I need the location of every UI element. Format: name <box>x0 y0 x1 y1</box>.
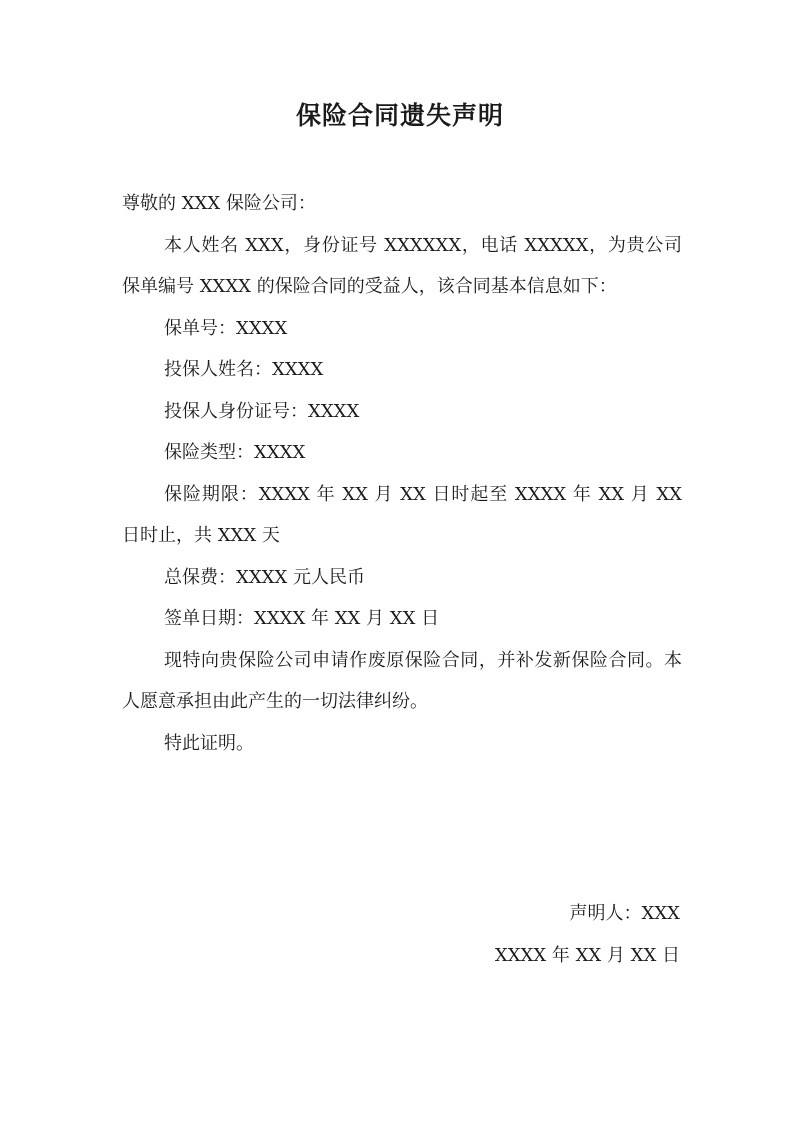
signature-block <box>495 893 680 977</box>
declarant-line: 声明人：XXX <box>569 903 680 924</box>
closing-line: 特此证明。 <box>164 732 254 754</box>
document-body <box>122 183 682 764</box>
intro-paragraph: 本人姓名 XXX，身份证号 XXXXXX，电话 XXXXX，为贵公司保单编号 XXXX 的保险合同的受益人，该合同基本信息如下： <box>122 234 682 297</box>
salutation: 尊敬的 XXX 保险公司： <box>122 193 316 214</box>
info-policy-number: 保单号：XXXX <box>164 317 288 339</box>
document-title: 保险合同遗失声明 <box>295 101 504 130</box>
info-sign-date: 签单日期：XXXX 年 XX 月 XX 日 <box>164 608 440 629</box>
info-policyholder-name: 投保人姓名：XXXX <box>164 359 324 380</box>
request-paragraph: 现特向贵保险公司申请作废原保险合同，并补发新保险合同。本人愿意承担由此产生的一切法律纠纷。 <box>122 649 682 712</box>
info-total-premium: 总保费：XXXX 元人民币 <box>164 566 365 588</box>
info-policyholder-id: 投保人身份证号：XXXX <box>164 400 360 422</box>
info-insurance-type: 保险类型：XXXX <box>164 442 306 463</box>
declaration-date: XXXX 年 XX 月 XX 日 <box>494 945 680 966</box>
info-insurance-period: 保险期限：XXXX 年 XX 月 XX 日时起至 XXXX 年 XX 月 XX 日时止，共 XXX 天 <box>122 483 682 546</box>
